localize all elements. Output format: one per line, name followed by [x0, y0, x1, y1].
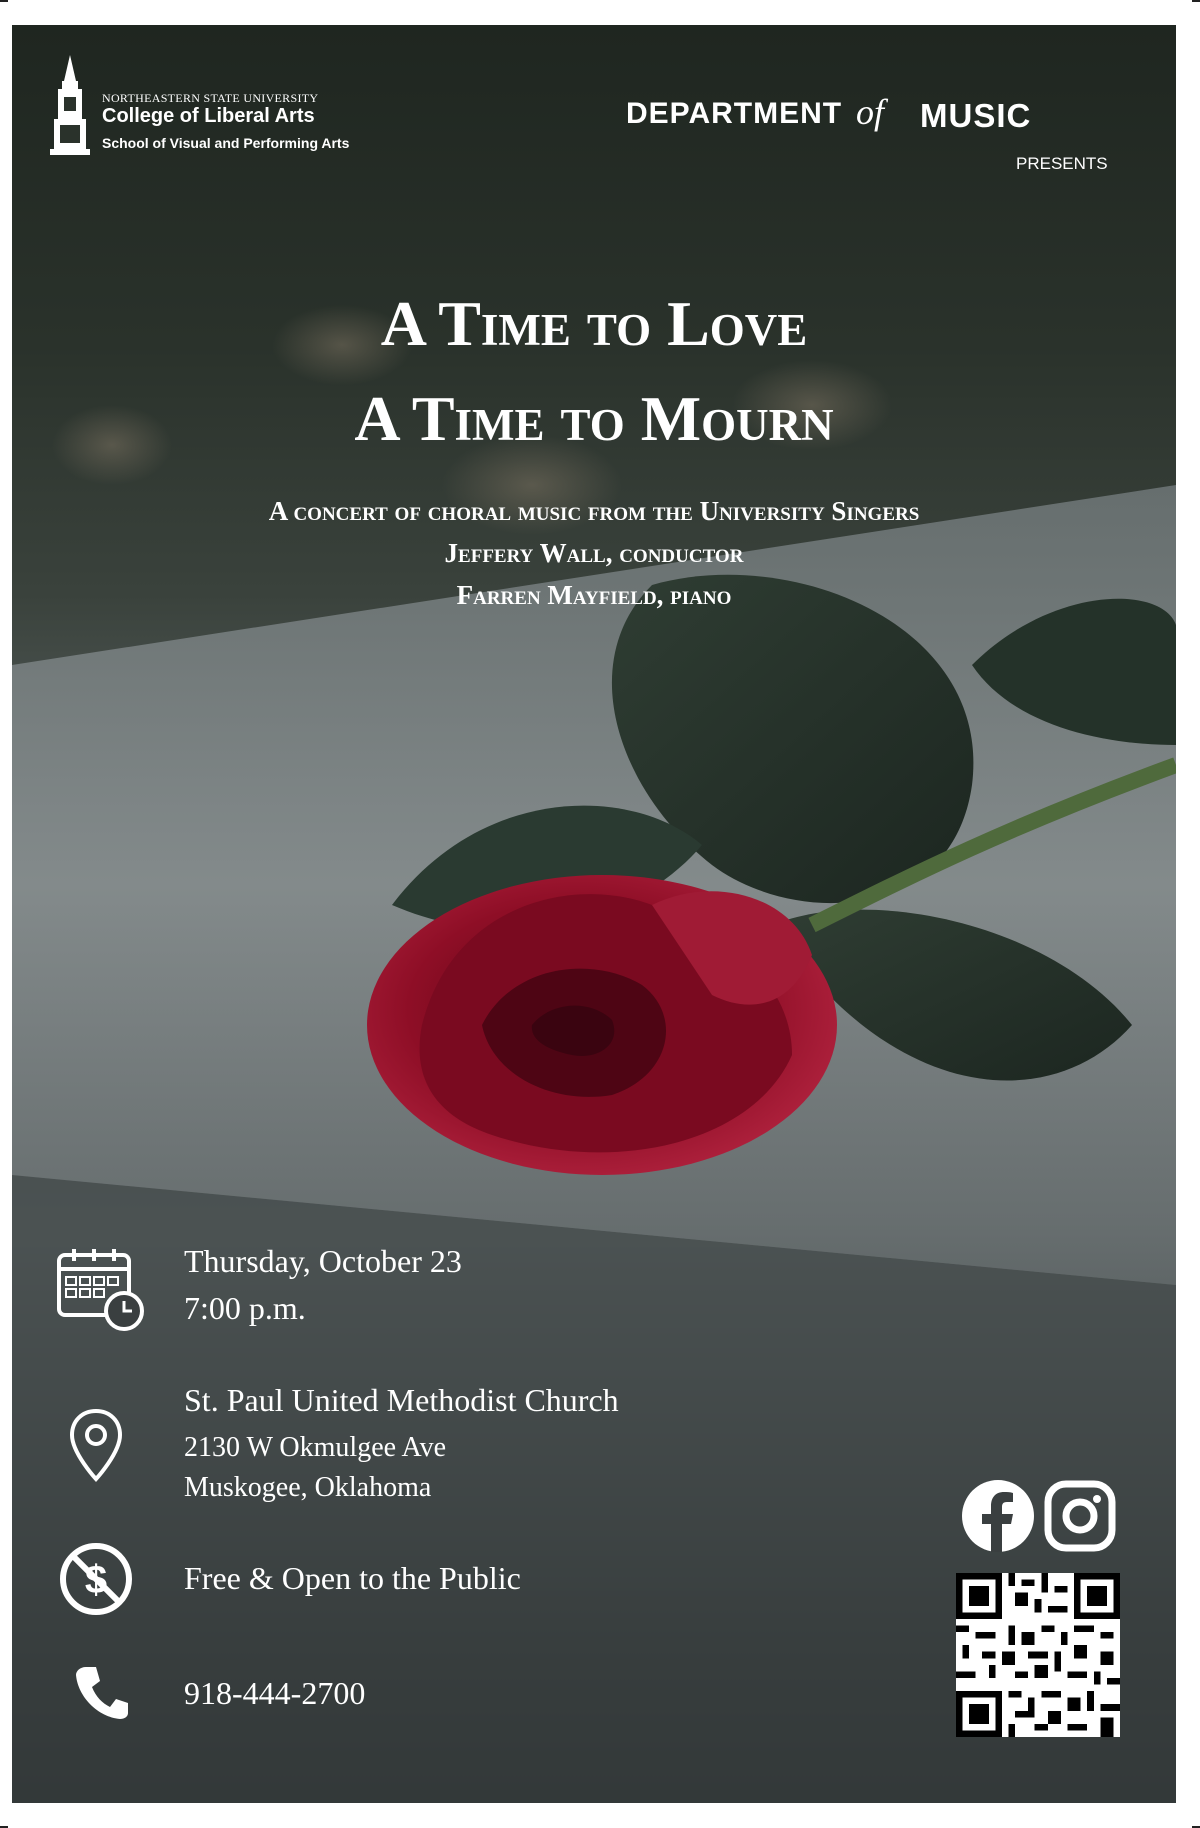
conductor-line: Jeffery Wall, conductor [444, 538, 744, 568]
admission-text: Free & Open to the Public [184, 1560, 521, 1596]
phone-number: 918-444-2700 [184, 1675, 366, 1711]
crop-mark [0, 0, 8, 2]
event-time: 7:00 p.m. [184, 1290, 306, 1326]
college-name: College of Liberal Arts [102, 105, 315, 127]
qr-code[interactable] [956, 1573, 1120, 1737]
title-line-2: A Time to Mourn [354, 383, 834, 454]
department-label: DEPARTMENT [626, 97, 843, 130]
title-line-1: A Time to Love [380, 288, 808, 359]
department-music: MUSIC [920, 97, 1032, 134]
concert-subtitle: A concert of choral music from the University Singers [268, 496, 920, 526]
venue-name: St. Paul United Methodist Church [184, 1382, 619, 1418]
university-tower-logo [46, 53, 94, 157]
concert-poster [12, 25, 1176, 1803]
venue-address: 2130 W Okmulgee Ave [184, 1432, 447, 1463]
crop-mark [1192, 0, 1200, 2]
presents-label: PRESENTS [1016, 154, 1108, 173]
facebook-icon[interactable] [962, 1480, 1034, 1552]
venue-city: Muskogee, Oklahoma [184, 1472, 432, 1503]
department-of: of [856, 92, 885, 132]
map-pin-icon [68, 1407, 124, 1483]
school-name: School of Visual and Performing Arts [102, 135, 350, 151]
event-date: Thursday, October 23 [184, 1243, 462, 1279]
phone-icon [74, 1663, 130, 1721]
calendar-clock-icon [56, 1247, 146, 1333]
instagram-icon[interactable] [1044, 1480, 1116, 1552]
pianist-line: Farren Mayfield, piano [456, 580, 732, 610]
svg-text:$: $ [84, 1558, 108, 1602]
no-dollar-icon [58, 1541, 134, 1617]
university-name: NORTHEASTERN STATE UNIVERSITY [102, 91, 319, 105]
